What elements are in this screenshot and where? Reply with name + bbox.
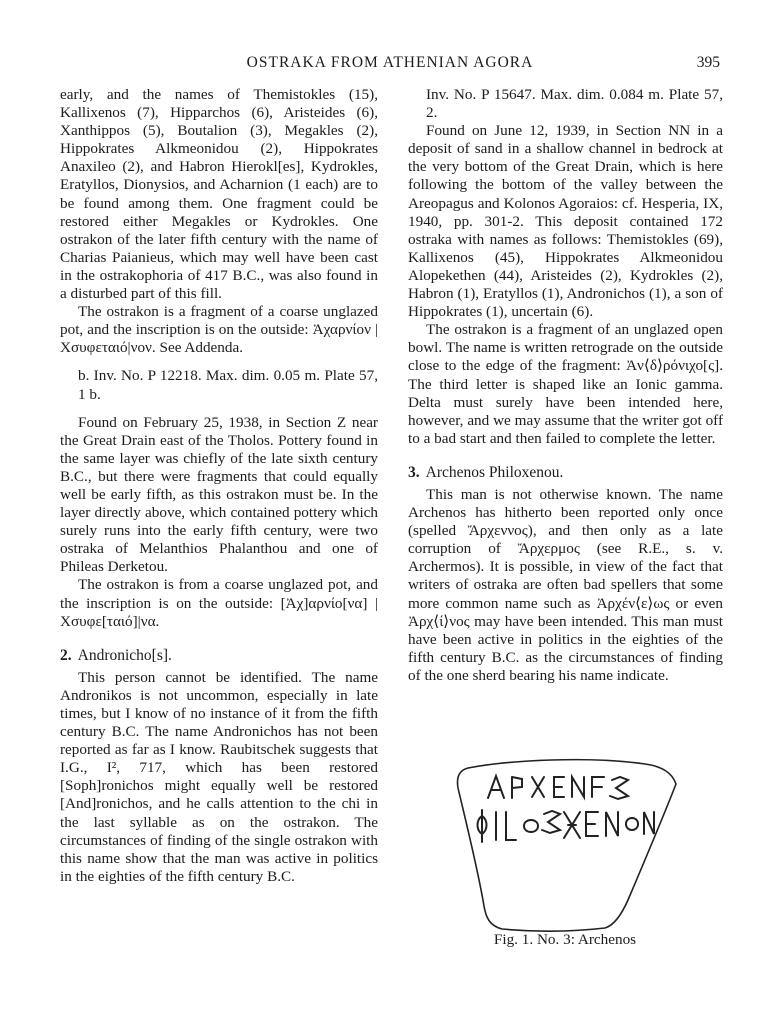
right-column xyxy=(408,86,723,685)
section-number: 2. xyxy=(60,646,72,664)
catalogue-entry: Inv. No. P 15647. Max. dim. 0.084 m. Plate 57, 2. xyxy=(426,86,723,122)
paragraph: early, and the names of Themistokles (15), Kallixenos (7), Hipparchos (6), Aristeides (6), Xanthippos (5), Boutalion (3), Megakles (2), Hippokrates Alkmeonidou (2), Hippokrates Anaxileo (2), and Habron Hierokl[es], Kydrokles, Eratyllos, Dionysios, and Acharnion (1 each) are to be found among them. One fragment could be restored either Megakles or Kydrokles. One ostrakon of the later fifth century with the name of Charias Paianieus, which may well have been cast in the ostrakophoria of 417 B.C., was also found in a disturbed part of this fill. xyxy=(60,86,378,303)
inscription-line-2 xyxy=(478,810,655,842)
paragraph: The ostrakon is from a coarse unglazed pot, and the inscription is on the outside: [Ἀχ]αρνίο[να] | Χσυφε[ταιό]|να. xyxy=(60,576,378,630)
section-title: Andronicho[s]. xyxy=(77,646,172,664)
section-title: Archenos Philoxenou. xyxy=(425,463,564,481)
paragraph: This man is not otherwise known. The name Archenos has hitherto been reported only once (spelled Ἄρχεννος), and then only as a late corruption of Ἄρχερμος (see R.E., s. v. Archermos). It is possible, in view of the fact that writers of ostraka are often bad spellers that some more common name such as Ἀρχέν⟨ε⟩ως or even Ἀρχ⟨ί⟩νος may have been intended. This man must have been active in politics in the eighties of the fifth century B.C. as the circumstances of finding of the one sherd bearing his name indicate. xyxy=(408,485,723,684)
inscription-line-1 xyxy=(488,776,628,799)
page-number: 395 xyxy=(696,54,720,71)
paragraph: This person cannot be identified. The name Andronikos is not uncommon, especially in late times, but I know of no instance of it from the fifth century B.C. The name Andronichos has not been reported as far as I know. Raubitschek suggests that I.G., I², 717, which has been restored [Soph]ronichos might equally well be restored [And]ronichos, and he calls attention to the chi in the last syllable as on the ostrakon. The circumstances of finding of the single ostrakon with this name show that the man was active in politics in the eighties of the fifth century B.C. xyxy=(60,668,378,885)
ostrakon-sherd-svg xyxy=(440,750,690,940)
paragraph: The ostrakon is a fragment of an unglazed open bowl. The name is written retrograde on the outside close to the edge of the fragment: Ἀν⟨δ⟩ρόνιχο[ς]. The third letter is shaped like an Ionic gamma. Delta must surely have been intended here, however, and we may assume that the writer got off to a bad start and then failed to complete the letter. xyxy=(408,321,723,447)
ostrakon-drawing xyxy=(440,750,690,950)
catalogue-entry: b. Inv. No. P 12218. Max. dim. 0.05 m. Plate 57, 1 b. xyxy=(78,367,378,403)
sherd-outline xyxy=(457,760,676,931)
page-header xyxy=(60,54,720,76)
section-heading xyxy=(408,464,723,482)
running-title: OSTRAKA FROM ATHENIAN AGORA xyxy=(246,54,534,71)
section-heading xyxy=(60,647,378,665)
paragraph: The ostrakon is a fragment of a coarse unglazed pot, and the inscription is on the outside: Ἀχαρνίον | Χσυφεταιό|νον. See Addenda. xyxy=(60,303,378,357)
section-number: 3. xyxy=(408,463,420,481)
figure-caption: Fig. 1. No. 3: Archenos xyxy=(493,931,637,948)
paragraph: Found on June 12, 1939, in Section NN in a deposit of sand in a shallow channel in bedrock at the very bottom of the Great Drain, which is here following the bottom of the valley between the Areopagus and Kolonos Agoraios: cf. Hesperia, IX, 1940, pp. 301-2. This deposit contained 172 ostraka with names as follows: Themistokles (69), Kallixenos (45), Hippokrates Alkmeonidou Alopekethen (44), Aristeides (2), Kydrokles (2), Habron (1), Eratyllos (1), Andronichos (1), a son of Hippokrates (1), uncertain (6). xyxy=(408,122,723,321)
paragraph: Found on February 25, 1938, in Section Z near the Great Drain east of the Tholos. Pottery found in the same layer was chiefly of the late sixth century B.C., but there were fragments that could equally well be early fifth, as this ostrakon must be. In the layer directly above, which contained pottery which surely runs into the early fifth century, were two ostraka of Melanthios Phalanthou and one of Phileas Derketou. xyxy=(60,413,378,576)
left-column xyxy=(60,86,378,886)
